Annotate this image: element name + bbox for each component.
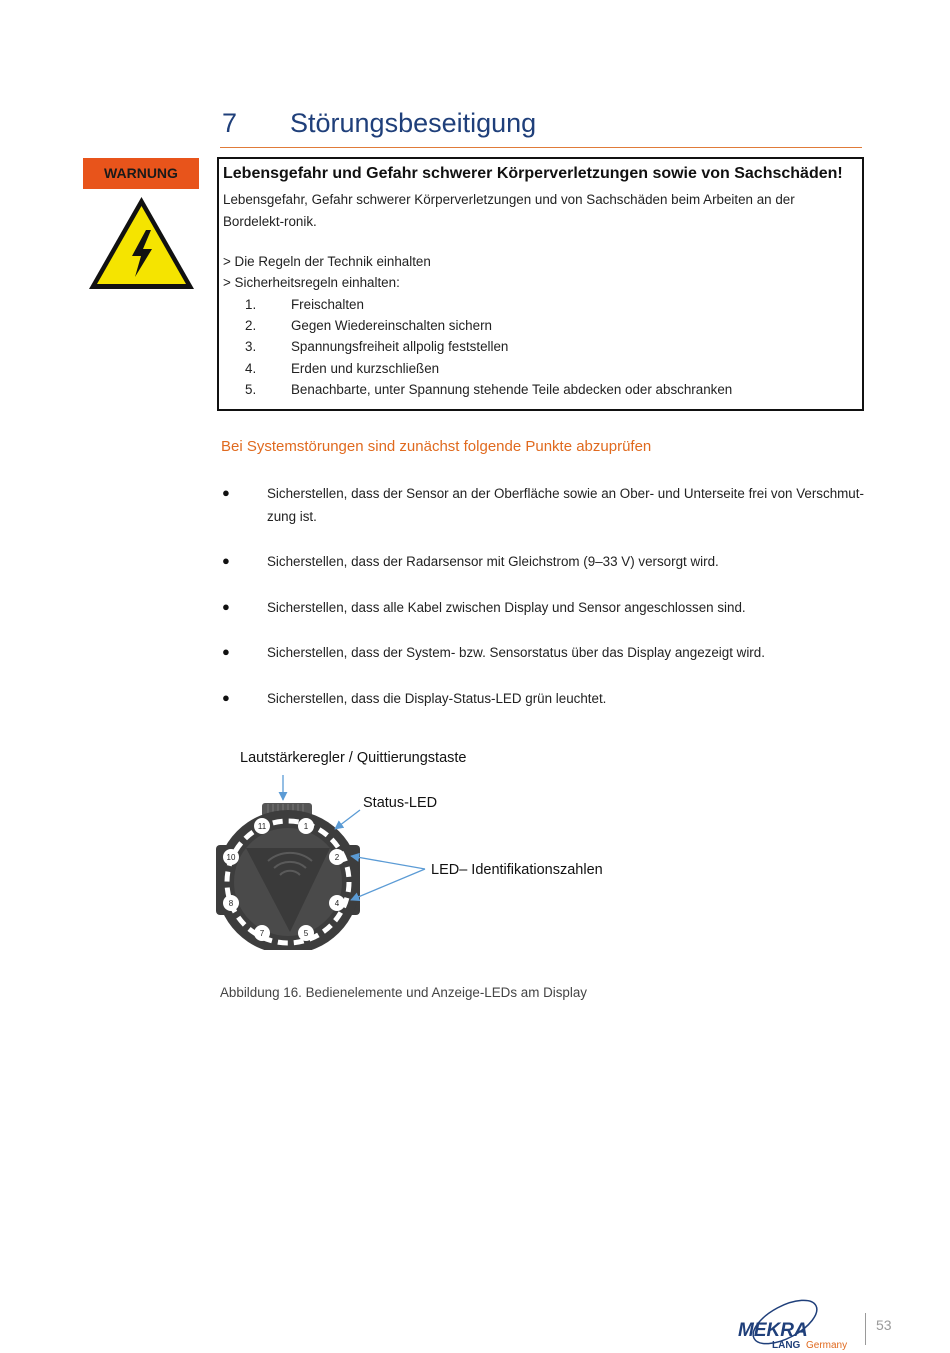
- heading-rule: [220, 147, 862, 148]
- mekra-lang-logo: [735, 1296, 855, 1351]
- led-number: 2: [334, 853, 340, 862]
- warning-rule-1: > Die Regeln der Technik einhalten: [223, 254, 431, 269]
- step-text: Spannungsfreiheit allpolig feststellen: [291, 339, 509, 354]
- warning-title: Lebensgefahr und Gefahr schwerer Körperverletzungen sowie von Sachschäden!: [223, 165, 843, 182]
- checklist-heading: Bei Systemstörungen sind zunächst folgende Punkte abzuprüfen: [221, 438, 652, 455]
- section-number: 7: [222, 108, 238, 138]
- step-number: 4.: [245, 361, 257, 376]
- label-volume-knob: Lautstärkeregler / Quittierungstaste: [240, 750, 467, 766]
- checklist-item: Sicherstellen, dass alle Kabel zwischen Display und Sensor angeschlossen sind.: [267, 600, 746, 615]
- led-number: 7: [259, 929, 265, 938]
- checklist-item: Sicherstellen, dass die Display-Status-LED grün leuchtet.: [267, 691, 607, 706]
- logo-country: Germany: [806, 1340, 848, 1351]
- step-text: Erden und kurzschließen: [291, 361, 440, 376]
- warning-badge: WARNUNG: [83, 158, 199, 189]
- section-title: Störungsbeseitigung: [290, 108, 537, 138]
- step-number: 2.: [245, 318, 257, 333]
- warning-text: Lebensgefahr, Gefahr schwerer Körperverletzungen und von Sachschäden beim Arbeiten an der Bordelekt-ronik.: [223, 192, 795, 229]
- label-led-ids: LED– Identifikationszahlen: [431, 862, 603, 878]
- warning-rule-2: > Sicherheitsregeln einhalten:: [223, 275, 400, 290]
- step-text: Benachbarte, unter Spannung stehende Teile abdecken oder abschranken: [291, 382, 733, 397]
- bullet-icon: ●: [222, 690, 230, 705]
- logo-text: MEKRA: [738, 1320, 808, 1341]
- bullet-icon: ●: [222, 485, 230, 500]
- footer-divider: [865, 1313, 866, 1345]
- led-number: 5: [303, 929, 309, 938]
- checklist-item: Sicherstellen, dass der System- bzw. Sensorstatus über das Display angezeigt wird.: [267, 645, 765, 660]
- label-status-led: Status-LED: [363, 795, 438, 811]
- checklist-item: Sicherstellen, dass der Sensor an der Oberfläche sowie an Ober- und Unterseite frei von Verschmut-zung ist.: [267, 486, 864, 524]
- logo-subtext: LANG: [772, 1340, 801, 1351]
- led-number: 4: [334, 899, 340, 908]
- page-number: 53: [876, 1317, 892, 1333]
- bullet-icon: ●: [222, 553, 230, 568]
- step-number: 1.: [245, 297, 257, 312]
- led-number: 1: [303, 822, 309, 831]
- checklist-item: Sicherstellen, dass der Radarsensor mit Gleichstrom (9–33 V) versorgt wird.: [267, 554, 719, 569]
- step-number: 3.: [245, 339, 257, 354]
- step-number: 5.: [245, 382, 257, 397]
- figure-caption: Abbildung 16. Bedienelemente und Anzeige-LEDs am Display: [220, 985, 587, 1000]
- led-number: 11: [257, 822, 267, 831]
- led-number: 10: [226, 853, 236, 862]
- high-voltage-warning-icon: [86, 194, 197, 292]
- display-diagram: [210, 740, 630, 950]
- step-text: Gegen Wiedereinschalten sichern: [291, 318, 492, 333]
- bullet-icon: ●: [222, 644, 230, 659]
- led-number: 8: [228, 899, 234, 908]
- step-text: Freischalten: [291, 297, 364, 312]
- bullet-icon: ●: [222, 599, 230, 614]
